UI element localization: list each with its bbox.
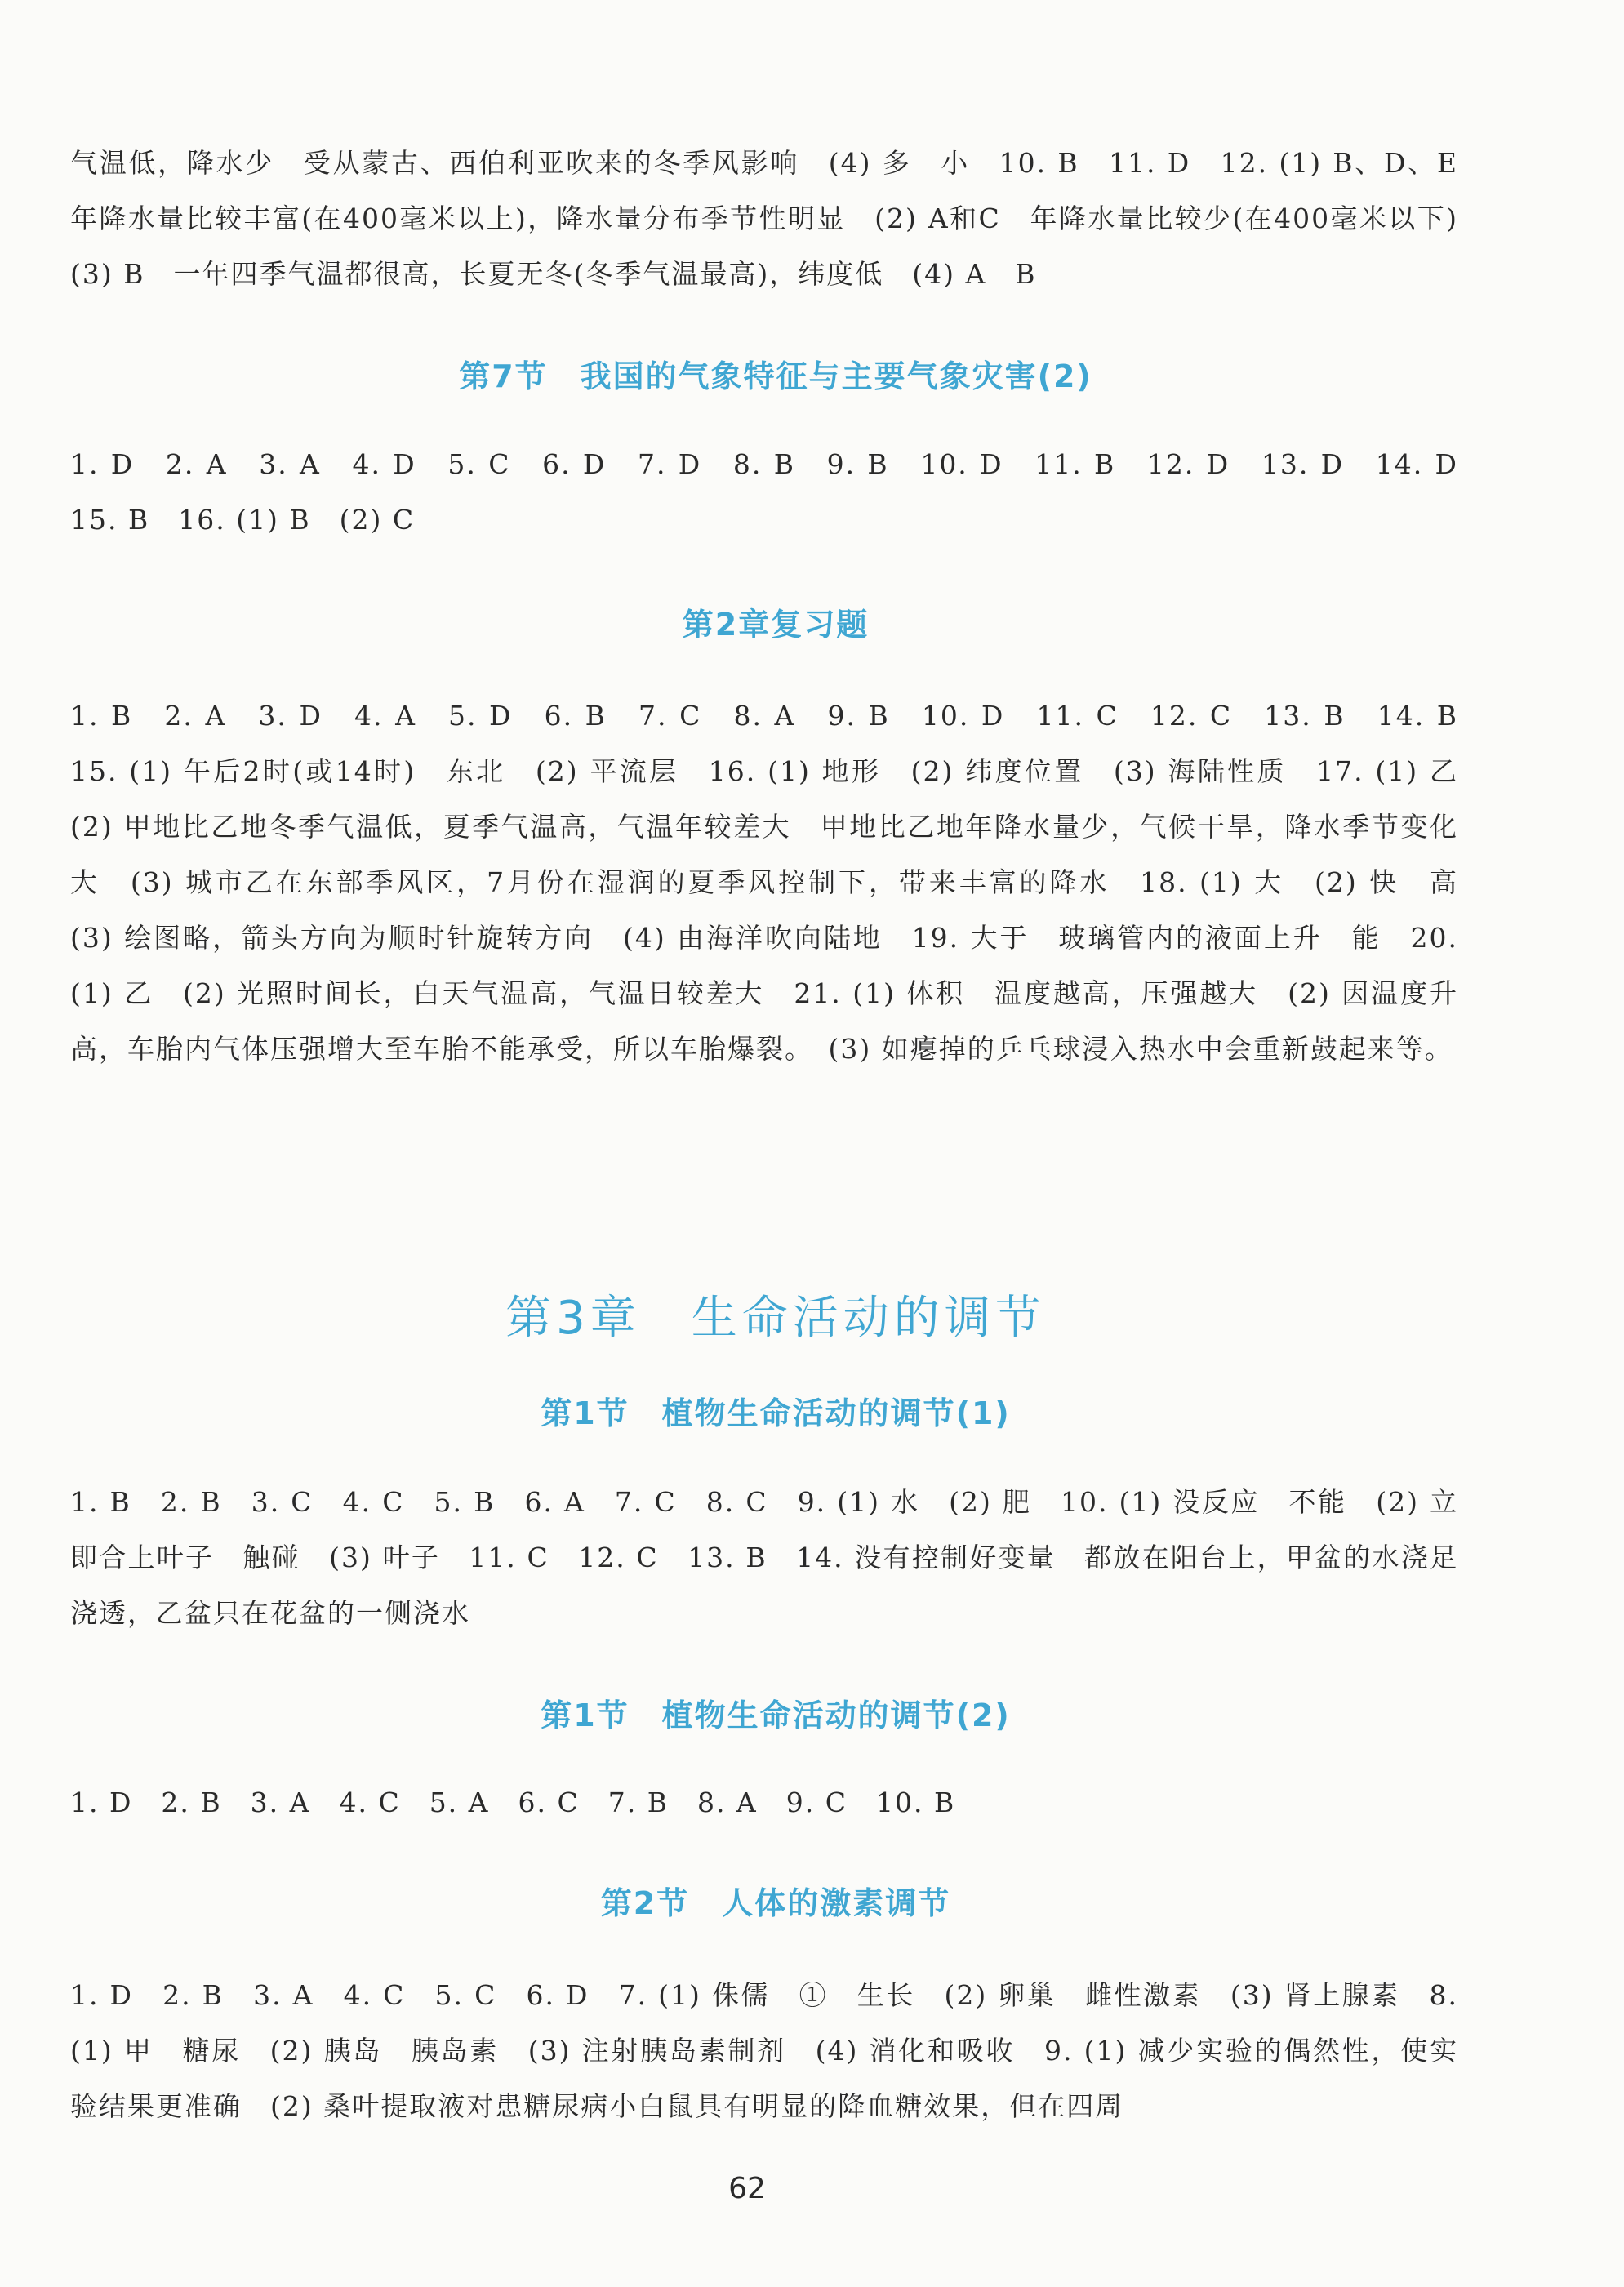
section-heading-ch3-s2: 第2节 人体的激素调节 [600, 1885, 951, 1921]
chapter-title-ch3: 第3章 生命活动的调节 [505, 1292, 1046, 1345]
answer-paragraph-ch3-s1-2: 1. D 2. B 3. A 4. C 5. A 6. C 7. B 8. A 9. C 10. B [70, 1786, 956, 1818]
section-heading-ch2-review: 第2章复习题 [682, 607, 870, 643]
answer-paragraph-ch2-review: 1. B 2. A 3. D 4. A 5. D 6. B 7. C 8. A 9. B 10. D 11. C 12. C 13. B 14. B 15. (1) 午后2时(或14时) 东北 (2) 平流层 16. (1) 地形 (2) 纬度位置 (3) 海陆性质 17. (1) 乙 (2) 甲地比乙地冬季气温低，夏季气温高，气温年较差大 甲地比乙地年降水量少，气候干旱，降水季节变化大 (3) 城市乙在东部季风区，7月份在湿润的夏季风控制下，带来丰富的降水 18. (1) 大 (2) 快 高 (3) 绘图略，箭头方向为顺时针旋转方向 (4) 由海洋吹向陆地 19. 大于 玻璃管内的液面上升 能 20. (1) 乙 (2) 光照时间长，白天气温高，气温日较差大 21. (1) 体积 温度越高，压强越大 (2) 因温度升高，车胎内气体压强增大至车胎不能承受，所以车胎爆裂。 (3) 如瘪掉的乒乓球浸入热水中会重新鼓起来等。 [70, 700, 1487, 1065]
answer-paragraph-ch2-s7-2: 1. D 2. A 3. A 4. D 5. C 6. D 7. D 8. B 9. B 10. D 11. B 12. D 13. D 14. D 15. B 16. (1) B (2) C [70, 448, 1487, 536]
section-heading-ch3-s1-1: 第1节 植物生命活动的调节(1) [541, 1395, 1011, 1431]
answer-paragraph-ch2-s6-continued: 气温低，降水少 受从蒙古、西伯利亚吹来的冬季风影响 (4) 多 小 10. B 11. D 12. (1) B、D、E 年降水量比较丰富(在400毫米以上)，降水量分布季节性明显 (2) A和C 年降水量比较少(在400毫米以下) (3) B 一年四季气温都很高，长夏无冬(冬季气温最高)，纬度低 (4) A B [70, 147, 1487, 290]
page-number: 62 [728, 2172, 766, 2205]
section-heading-ch2-s7-2: 第7节 我国的气象特征与主要气象灾害(2) [459, 358, 1092, 394]
answer-paragraph-ch3-s2: 1. D 2. B 3. A 4. C 5. C 6. D 7. (1) 侏儒 ① 生长 (2) 卵巢 雌性激素 (3) 肾上腺素 8. (1) 甲 糖尿 (2) 胰岛 胰岛素 (3) 注射胰岛素制剂 (4) 消化和吸收 9. (1) 减少实验的偶然性，使实验结果更准确 (2) 桑叶提取液对患糖尿病小白鼠具有明显的降血糖效果，但在四周 [70, 1979, 1458, 2122]
answer-paragraph-ch3-s1-1: 1. B 2. B 3. C 4. C 5. B 6. A 7. C 8. C 9. (1) 水 (2) 肥 10. (1) 没反应 不能 (2) 立即合上叶子 触碰 (3) 叶子 11. C 12. C 13. B 14. 没有控制好变量 都放在阳台上，甲盆的水浇足浇透，乙盆只在花盆的一侧浇水 [70, 1486, 1458, 1629]
section-heading-ch3-s1-2: 第1节 植物生命活动的调节(2) [541, 1697, 1011, 1733]
